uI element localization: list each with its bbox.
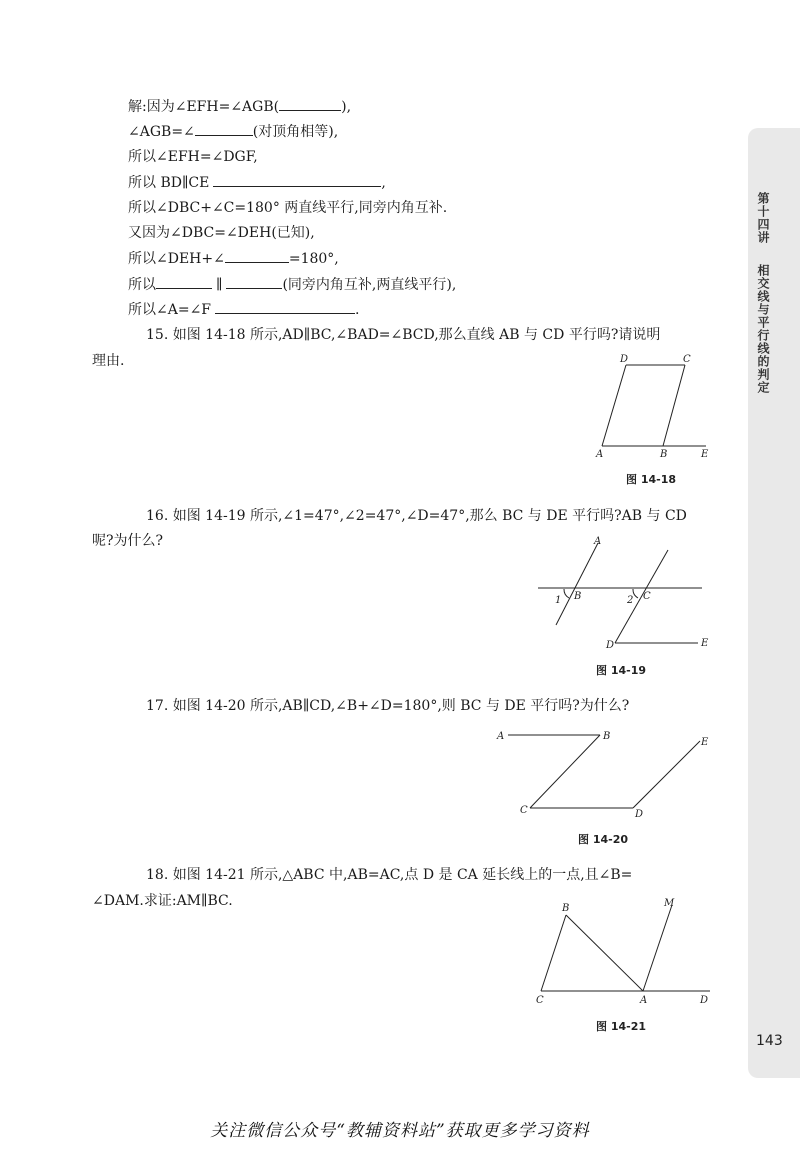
ray-AM <box>643 905 672 991</box>
segment-BC <box>541 915 566 991</box>
problem-16-line-2: 呢?为什么? <box>92 533 164 549</box>
fill-blank[interactable] <box>213 173 381 187</box>
label-D: D <box>606 640 615 651</box>
label-A: A <box>640 995 648 1006</box>
page-number: 143 <box>756 1033 783 1049</box>
solution-line-2: ∠AGB=∠ (对顶角相等), <box>128 124 339 140</box>
problem-17-line-1: 17. 如图 14-20 所示,AB∥CD,∠B+∠D=180°,则 BC 与 DE 平行吗?为什么? <box>146 698 630 714</box>
figure-14-20-caption: 图 14-20 <box>578 833 629 846</box>
label-C: C <box>643 591 651 602</box>
solution-line-9: 所以∠A=∠F . <box>128 302 360 318</box>
footer-note: 关注微信公众号“教辅资料站”获取更多学习资料 <box>210 1121 590 1141</box>
fill-blank[interactable] <box>279 97 341 111</box>
problem-15-line-2: 理由. <box>92 353 125 369</box>
solution-line-7: 所以∠DEH+∠ =180°, <box>128 251 339 267</box>
segment-BA <box>566 915 643 991</box>
segment-DA <box>602 365 626 446</box>
solution-line-3: 所以∠EFH=∠DGF, <box>128 149 258 165</box>
problem-18-line-1: 18. 如图 14-21 所示,△ABC 中,AB=AC,点 D 是 CA 延长线上的一点,且∠B= <box>146 867 633 883</box>
angle-1-arc <box>564 589 569 598</box>
label-C: C <box>683 354 691 365</box>
label-C: C <box>536 995 544 1006</box>
label-D: D <box>700 995 709 1006</box>
solution-line-5: 所以∠DBC+∠C=180° 两直线平行,同旁内角互补. <box>128 200 448 216</box>
label-B: B <box>660 449 668 460</box>
figure-14-18-caption: 图 14-18 <box>626 473 677 486</box>
label-A: A <box>594 536 602 547</box>
segment-BC <box>530 735 600 808</box>
label-C: C <box>520 805 528 816</box>
solution-line-4: 所以 BD∥CE , <box>128 175 386 191</box>
label-E: E <box>701 449 709 460</box>
lecture-topic: 相交线与平行线的判定 <box>756 264 770 395</box>
label-B: B <box>574 591 582 602</box>
fill-blank[interactable] <box>215 300 355 314</box>
label-B: B <box>603 731 611 742</box>
fill-blank[interactable] <box>226 275 282 289</box>
label-D: D <box>635 809 644 820</box>
segment-CB <box>663 365 685 446</box>
figure-14-19 <box>530 535 720 655</box>
label-D: D <box>620 354 629 365</box>
chapter-side-label <box>758 192 772 394</box>
figure-14-19-caption: 图 14-19 <box>596 664 647 677</box>
label-B: B <box>562 903 570 914</box>
label-A: A <box>596 449 604 460</box>
problem-15-line-1: 15. 如图 14-18 所示,AD∥BC,∠BAD=∠BCD,那么直线 AB 与 CD 平行吗?请说明 <box>146 327 661 343</box>
angle-1-label: 1 <box>555 595 562 606</box>
figure-14-21 <box>530 895 720 1010</box>
segment-DE <box>633 741 700 808</box>
lecture-number: 第十四讲 <box>756 192 770 244</box>
problem-18-line-2: ∠DAM.求证:AM∥BC. <box>92 893 233 909</box>
label-E: E <box>701 737 709 748</box>
angle-2-arc <box>633 589 638 598</box>
fill-blank[interactable] <box>225 249 289 263</box>
solution-line-6: 又因为∠DBC=∠DEH(已知), <box>128 225 315 241</box>
figure-14-18 <box>590 350 720 460</box>
line-CD <box>615 550 668 643</box>
figure-14-21-caption: 图 14-21 <box>596 1020 647 1033</box>
line-AB <box>556 543 598 625</box>
label-M: M <box>664 898 675 909</box>
figure-14-20 <box>490 725 720 825</box>
label-A: A <box>497 731 505 742</box>
solution-line-1: 解:因为∠EFH=∠AGB( ), <box>128 99 352 115</box>
angle-2-label: 2 <box>627 595 634 606</box>
solution-line-8: 所以 ∥ (同旁内角互补,两直线平行), <box>128 277 457 293</box>
label-E: E <box>701 638 709 649</box>
fill-blank[interactable] <box>195 122 253 136</box>
fill-blank[interactable] <box>156 275 212 289</box>
problem-16-line-1: 16. 如图 14-19 所示,∠1=47°,∠2=47°,∠D=47°,那么 BC 与 DE 平行吗?AB 与 CD <box>146 508 687 524</box>
